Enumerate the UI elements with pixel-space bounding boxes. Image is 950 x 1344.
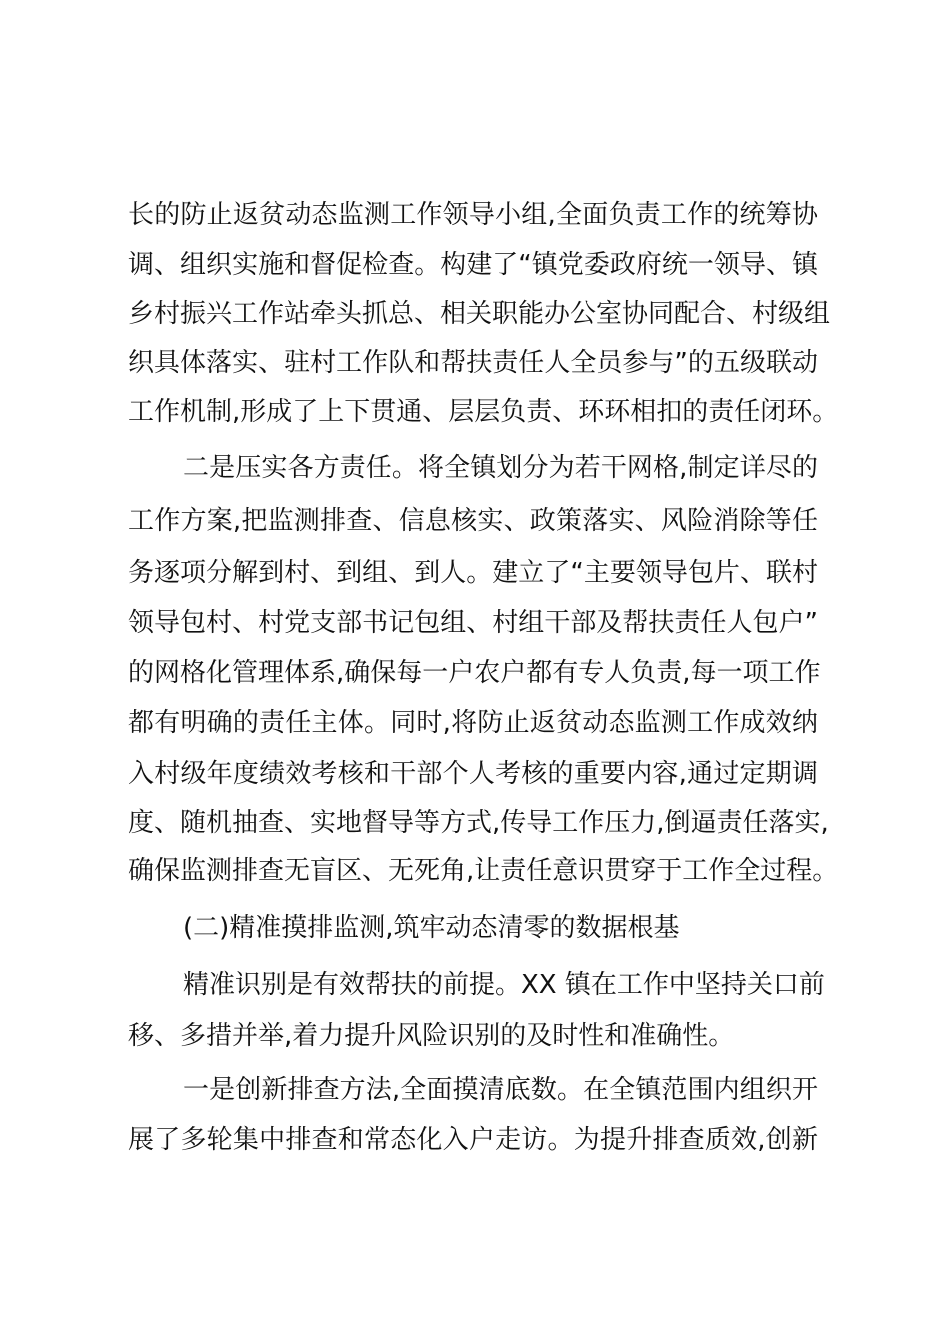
paragraph-line: 织具体落实、驻村工作队和帮扶责任人全员参与”的五级联动 — [128, 348, 818, 378]
paragraph-line: 调、组织实施和督促检查。构建了“镇党委政府统一领导、镇 — [128, 250, 818, 280]
paragraph-line: 乡村振兴工作站牵头抓总、相关职能办公室协同配合、村级组 — [128, 299, 831, 329]
paragraph-line: 移、多措并举,着力提升风险识别的及时性和准确性。 — [128, 1021, 735, 1051]
paragraph-line: 一是创新排查方法,全面摸清底数。在全镇范围内组织开 — [183, 1075, 818, 1105]
paragraph-line: 展了多轮集中排查和常态化入户走访。为提升排查质效,创新 — [128, 1125, 818, 1155]
paragraph-line: 工作方案,把监测排查、信息核实、政策落实、风险消除等任 — [128, 506, 818, 536]
paragraph-line: 精准识别是有效帮扶的前提。XX 镇在工作中坚持关口前 — [183, 970, 825, 1000]
paragraph-line: 长的防止返贫动态监测工作领导小组,全面负责工作的统筹协 — [128, 200, 818, 230]
section-heading: (二)精准摸排监测,筑牢动态清零的数据根基 — [183, 913, 680, 943]
paragraph-line: 度、随机抽查、实地督导等方式,传导工作压力,倒逼责任落实, — [128, 808, 829, 838]
paragraph-line: 入村级年度绩效考核和干部个人考核的重要内容,通过定期调 — [128, 759, 818, 789]
paragraph-line: 务逐项分解到村、到组、到人。建立了“主要领导包片、联村 — [128, 558, 818, 588]
paragraph-line: 都有明确的责任主体。同时,将防止返贫动态监测工作成效纳 — [128, 708, 818, 738]
paragraph-line: 二是压实各方责任。将全镇划分为若干网格,制定详尽的 — [183, 453, 818, 483]
paragraph-line: 确保监测排查无盲区、无死角,让责任意识贯穿于工作全过程。 — [128, 856, 839, 886]
paragraph-line: 工作机制,形成了上下贯通、层层负责、环环相扣的责任闭环。 — [128, 397, 839, 427]
paragraph-line: 的网格化管理体系,确保每一户农户都有专人负责,每一项工作 — [128, 658, 821, 688]
paragraph-line: 领导包村、村党支部书记包组、村组干部及帮扶责任人包户” — [128, 608, 818, 638]
